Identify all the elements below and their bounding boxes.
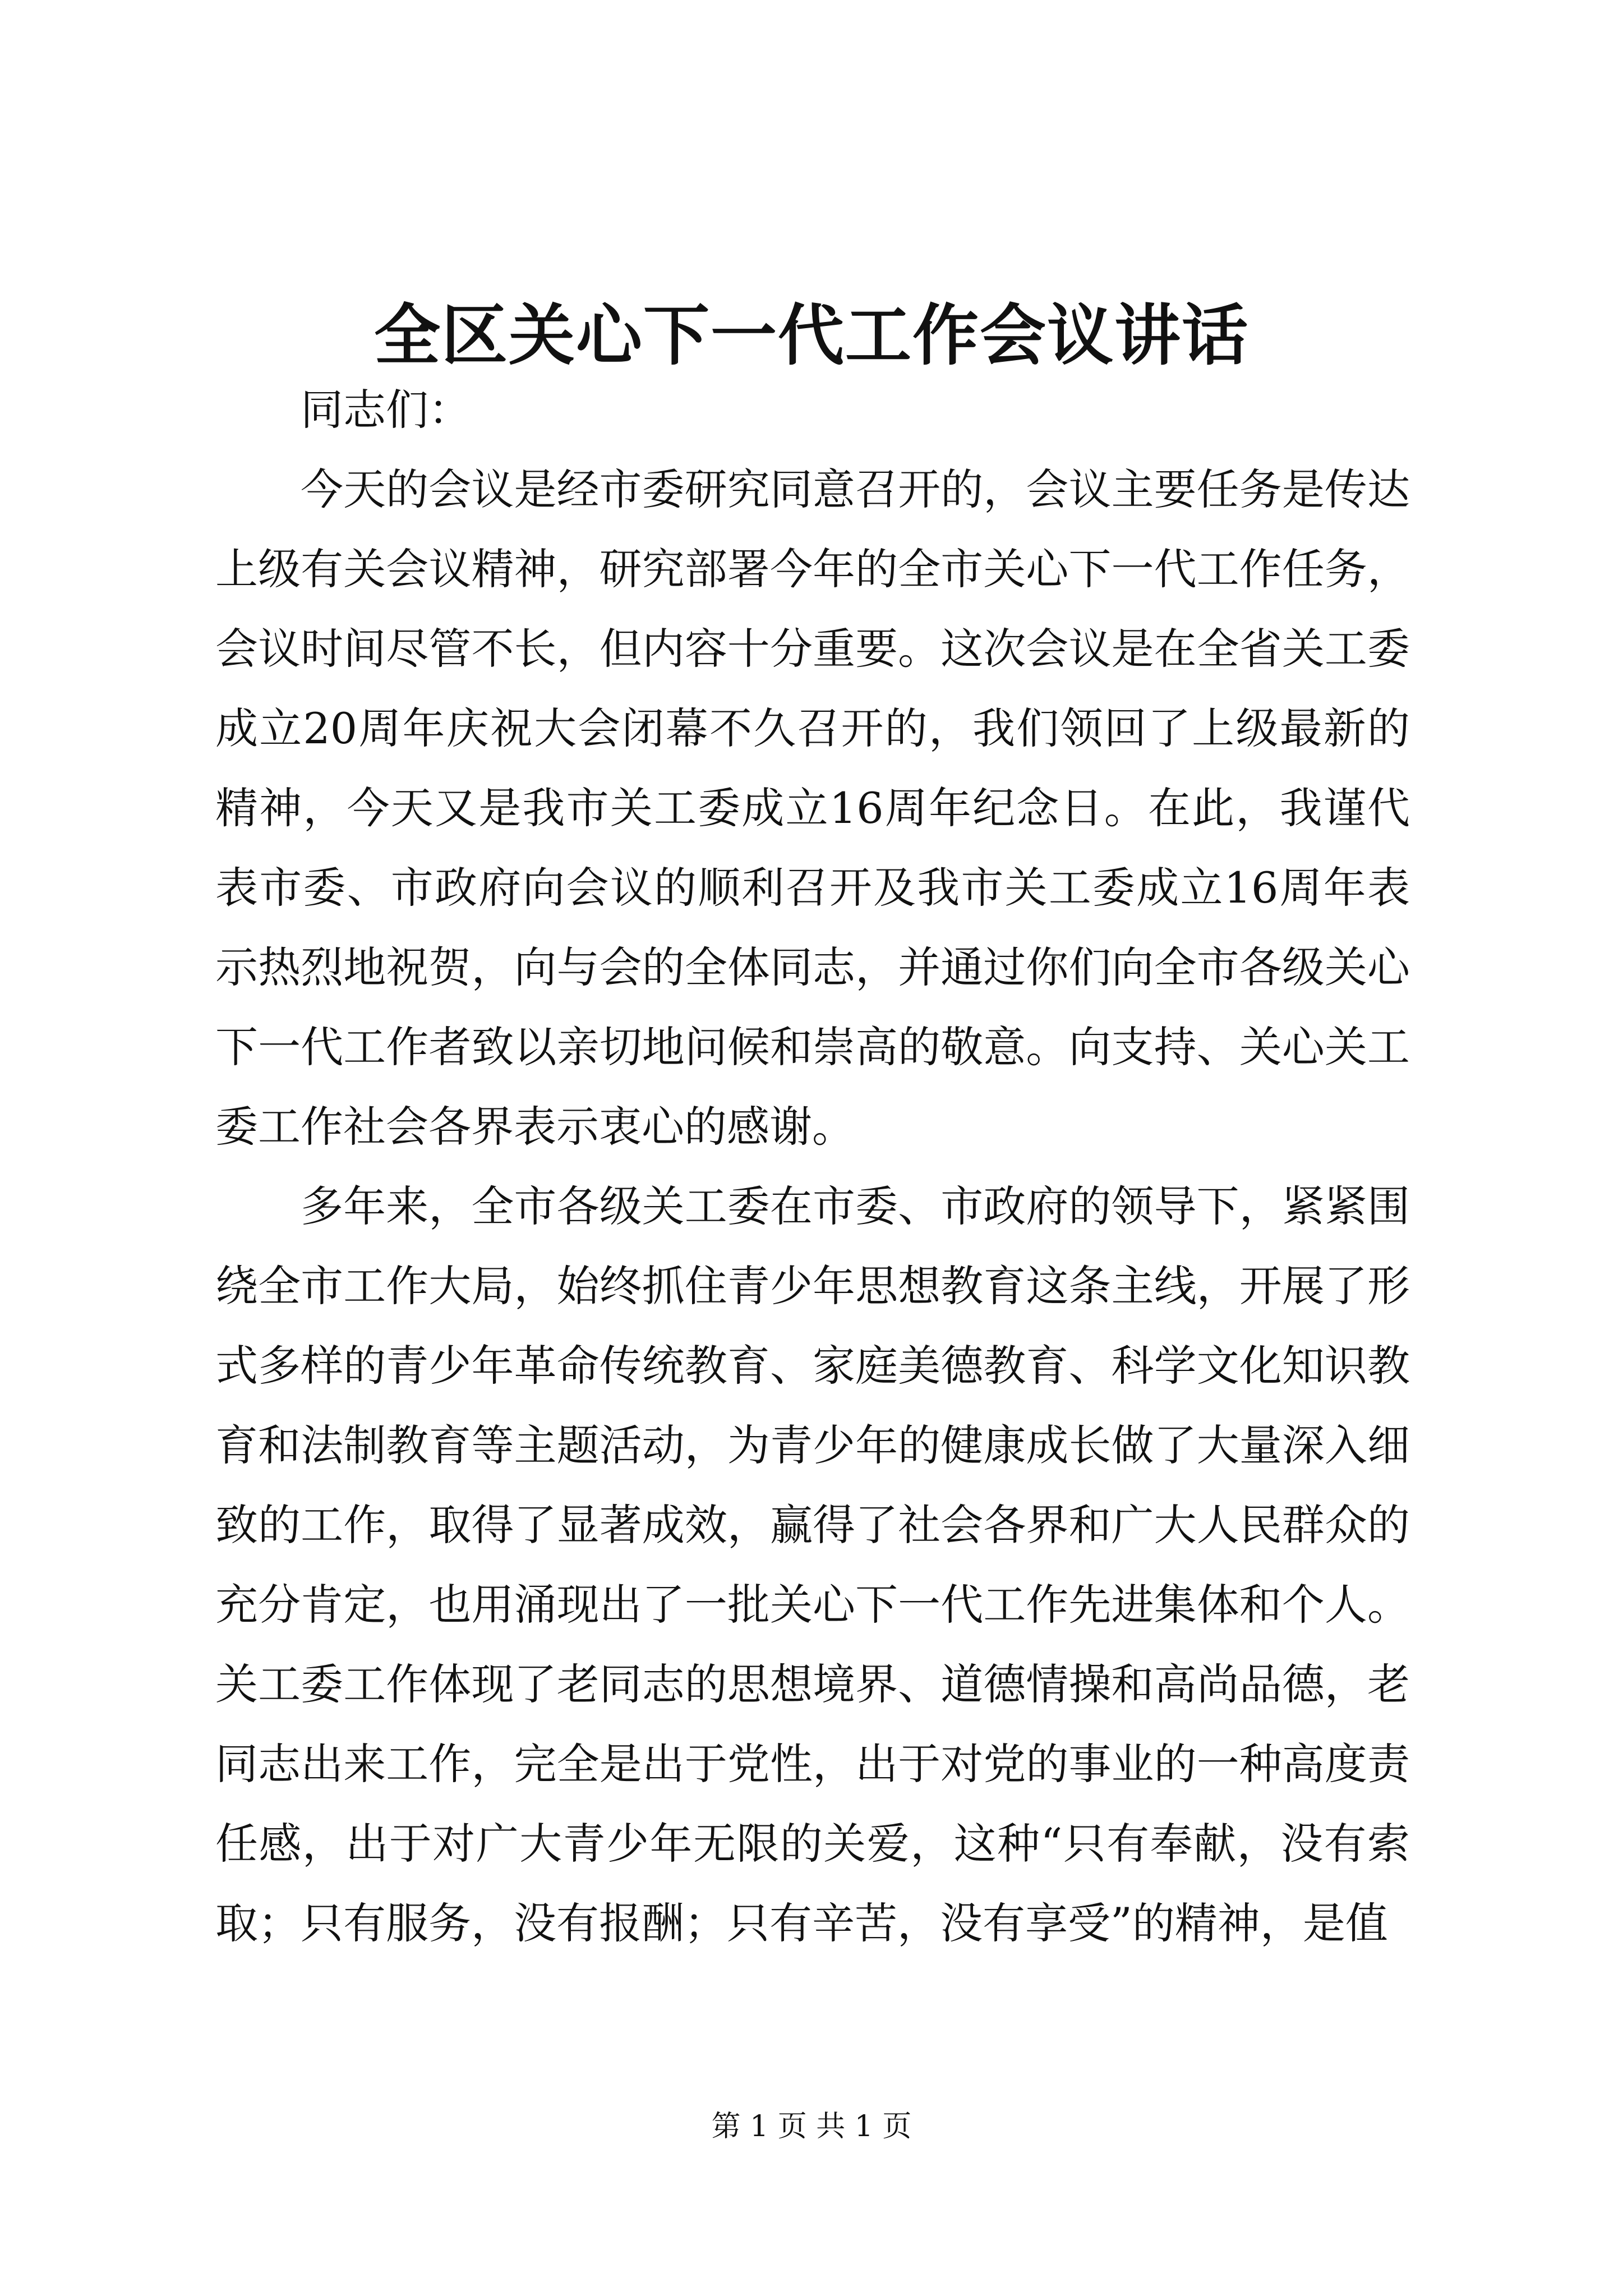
body-paragraph-1: 今天的会议是经市委研究同意召开的，会议主要任务是传达上级有关会议精神，研究部署今年的全市关心下一代工作任务，会议时间尽管不长，但内容十分重要。这次会议是在全省关工委成立20周年庆祝大会闭幕不久召开的，我们领回了上级最新的精神，今天又是我市关工委成立16周年纪念日。在此，我谨代表市委、市政府向会议的顺利召开及我市关工委成立16周年表示热烈地祝贺，向与会的全体同志，并通过你们向全市各级关心下一代工作者致以亲切地问候和崇高的敬意。向支持、关心关工委工作社会各界表示衷心的感谢。	[215, 464, 1410, 1152]
body-paragraph-2: 多年来，全市各级关工委在市委、市政府的领导下，紧紧围绕全市工作大局，始终抓住青少年思想教育这条主线，开展了形式多样的青少年革命传统教育、家庭美德教育、科学文化知识教育和法制教育等主题活动，为青少年的健康成长做了大量深入细致的工作，取得了显著成效，赢得了社会各界和广大人民群众的充分肯定，也用涌现出了一批关心下一代工作先进集体和个人。关工委工作体现了老同志的思想境界、道德情操和高尚品德，老同志出来工作，完全是出于党性，出于对党的事业的一种高度责任感，出于对广大青少年无限的关爱，这种“只有奉献，没有索取；只有服务，没有报酬；只有辛苦，没有享受”的精神，是值	[215, 1181, 1410, 1948]
salutation-paragraph: 同志们：	[301, 385, 471, 435]
document-body	[215, 370, 1410, 1963]
page-number-footer: 第 1 页 共 1 页	[711, 2110, 912, 2143]
document-title: 全区关心下一代工作会议讲话	[374, 296, 1249, 374]
